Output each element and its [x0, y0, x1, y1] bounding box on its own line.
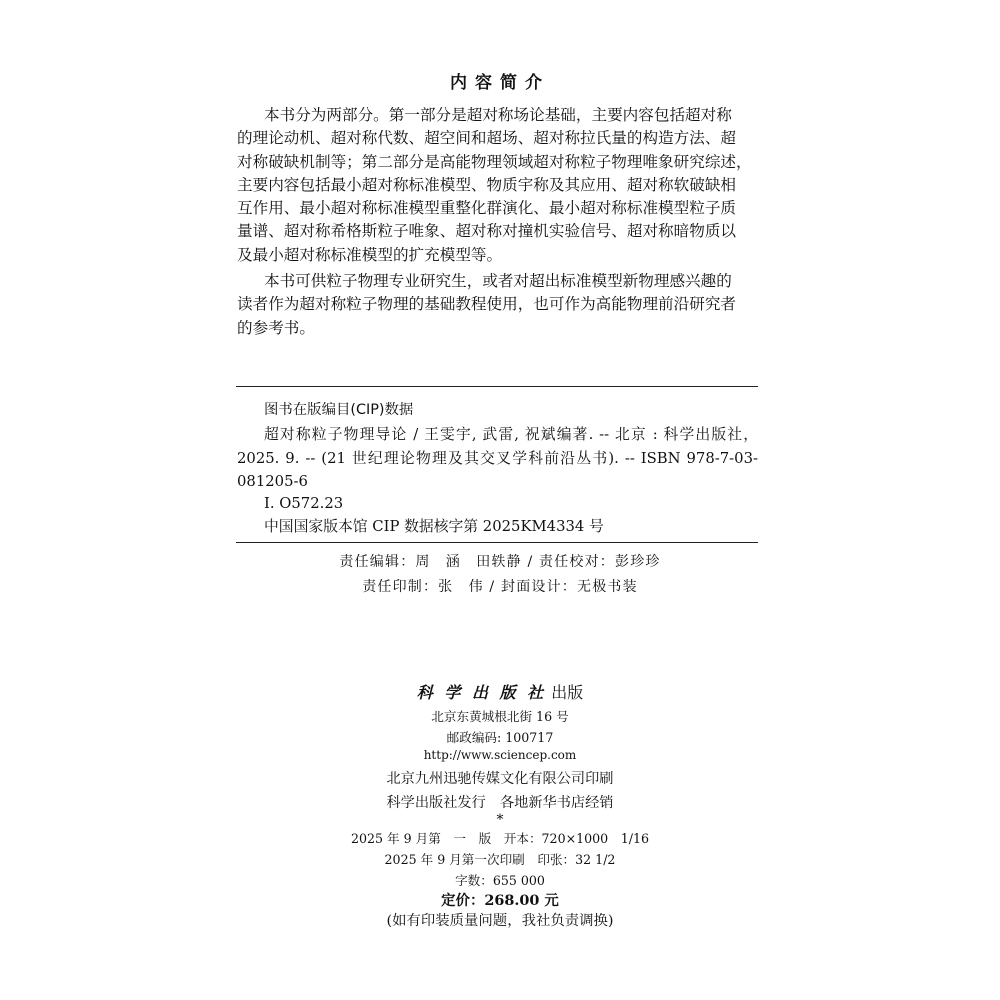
editor-credits: 责任编辑：周 涵 田轶静 / 责任校对：彭珍珍 — [339, 554, 661, 570]
cip-number: 中国国家版本馆 CIP 数据核字第 2025KM4334 号 — [264, 518, 604, 535]
publisher-suffix: 出版 — [551, 683, 584, 702]
summary-title: 内容简介 — [450, 73, 550, 93]
text-line: 的参考书。 — [237, 318, 315, 337]
text-line: 对称破缺机制等；第二部分是高能物理领域超对称粒子物理唯象研究综述， — [237, 152, 752, 171]
text-line: 量谱、超对称希格斯粒子唯象、超对称对撞机实验信号、超对称暗物质以 — [237, 222, 737, 241]
production-credits: 责任印制：张 伟 / 封面设计：无极书装 — [362, 579, 638, 595]
summary-paragraph-2 — [237, 270, 758, 340]
cip-record: 超对称粒子物理导论 / 王雯宇, 武雷, 祝斌编著. -- 北京 : 科学出版社，2025. 9. -- (21 世纪理论物理及其交叉学科前沿丛书). -- ISBN 978-7-03-081205-6 — [237, 426, 758, 490]
publisher-name: 科 学 出 版 社 — [416, 683, 547, 702]
text-line: 本书分为两部分。第一部分是超对称场论基础，主要内容包括超对称 — [264, 106, 732, 124]
text-line: 互作用、最小超对称标准模型重整化群演化、最小超对称标准模型粒子质 — [237, 199, 737, 218]
text-line: 的理论动机、超对称代数、超空间和超场、超对称拉氏量的构造方法、超 — [237, 129, 737, 148]
text-line: 本书可供粒子物理专业研究生，或者对超出标准模型新物理感兴趣的 — [264, 272, 732, 290]
distributor: 科学出版社发行 各地新华书店经销 — [386, 795, 614, 811]
printing-info: 2025 年 9 月第一次印刷 印张：32 1/2 — [384, 852, 616, 867]
separator-star: * — [496, 812, 504, 828]
text-line: 主要内容包括最小超对称标准模型、物质宇称及其应用、超对称软破缺相 — [237, 175, 737, 194]
price — [0, 889, 1000, 910]
publisher-line — [0, 680, 1000, 703]
publisher-address: 北京东黄城根北街 16 号 — [431, 709, 569, 724]
price-value: 268.00 元 — [484, 892, 559, 909]
publisher-website: http://www.sciencep.com — [423, 748, 577, 762]
word-count: 字数：655 000 — [455, 873, 545, 888]
cip-classification: Ⅰ. O572.23 — [264, 495, 344, 512]
cip-top-rule — [236, 386, 758, 387]
cip-bottom-rule — [236, 542, 758, 543]
text-line: 读者作为超对称粒子物理的基础教程使用，也可作为高能物理前沿研究者 — [237, 295, 737, 314]
exchange-note: (如有印装质量问题，我社负责调换) — [386, 913, 614, 929]
postcode: 邮政编码: 100717 — [446, 730, 554, 745]
price-label: 定价： — [441, 892, 485, 909]
text-line: 及最小超对称标准模型的扩充模型等。 — [237, 245, 503, 264]
summary-paragraph-1 — [237, 104, 758, 267]
printer: 北京九州迅驰传媒文化有限公司印刷 — [386, 771, 614, 787]
cip-heading: 图书在版编目(CIP)数据 — [264, 402, 414, 418]
edition-info: 2025 年 9 月第 一 版 开本：720×1000 1/16 — [350, 831, 650, 846]
